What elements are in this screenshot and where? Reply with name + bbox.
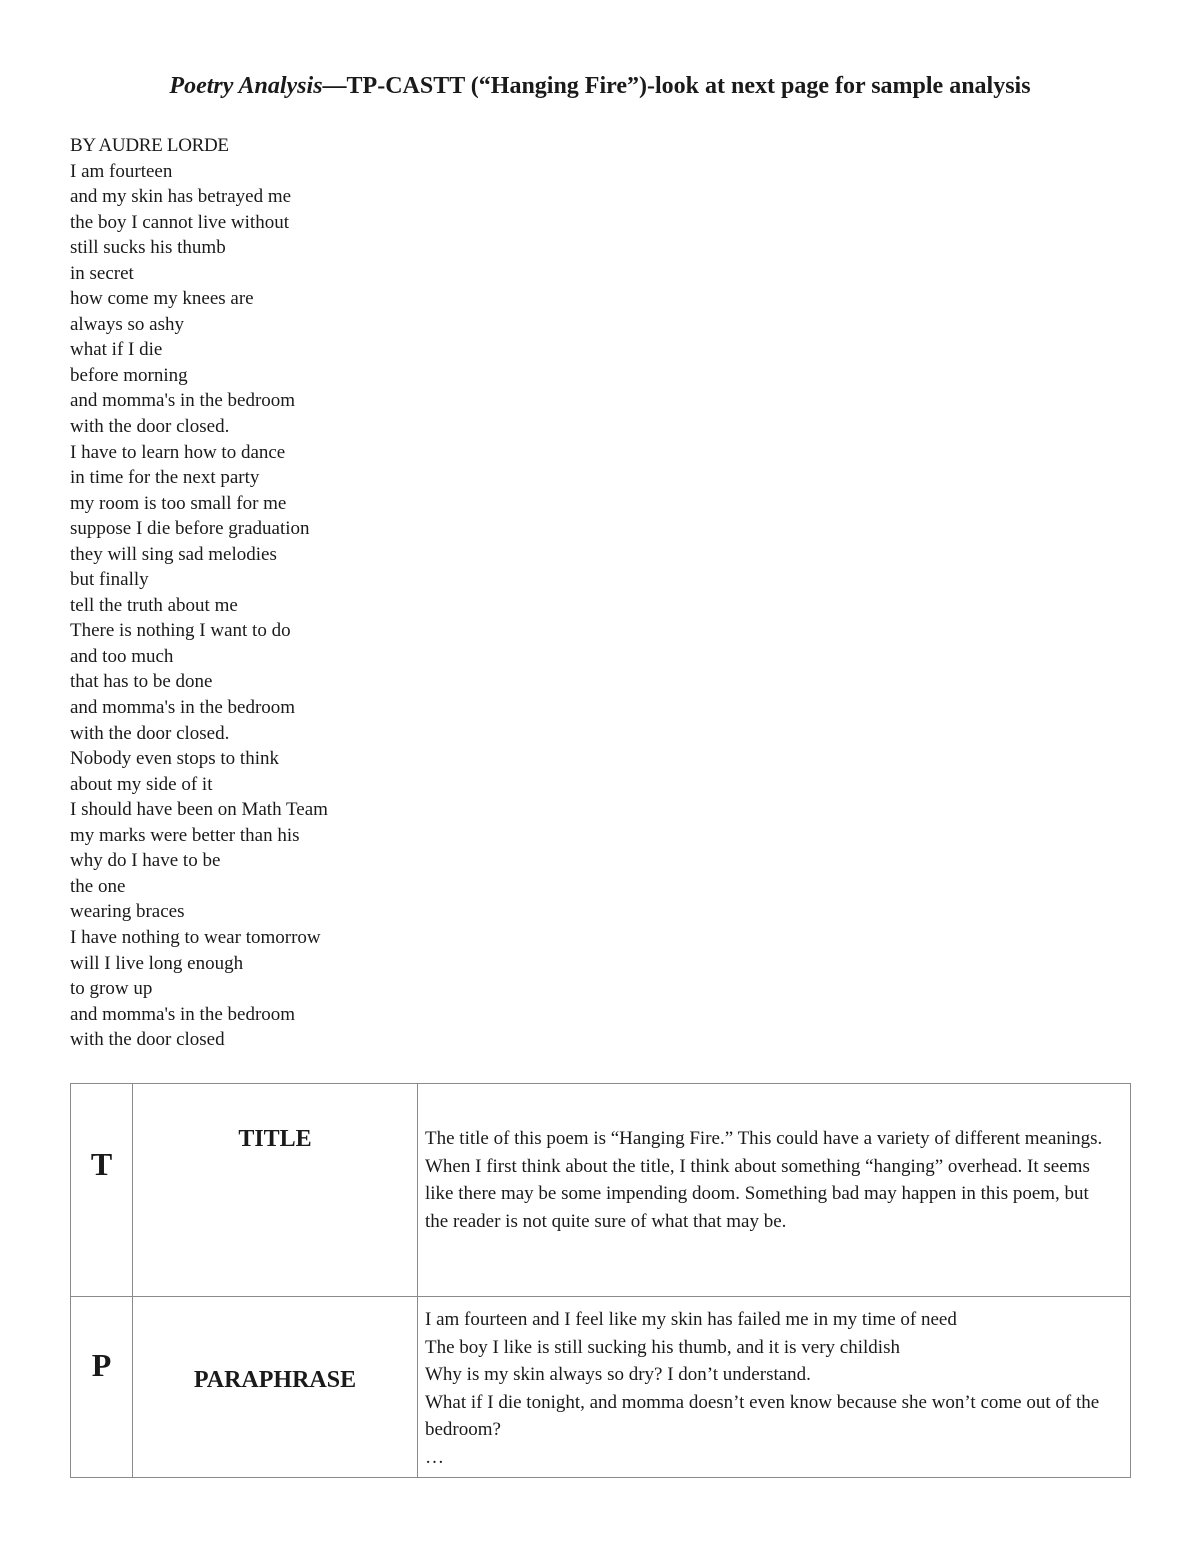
poem-line: There is nothing I want to do (70, 620, 291, 642)
page-title-rest: —TP-CASTT (“Hanging Fire”)-look at next page for sample analysis (322, 73, 1031, 99)
poem-line: but finally (70, 569, 149, 591)
poem-line: the one (70, 875, 126, 897)
letter-cell (71, 1297, 133, 1478)
table-row-paraphrase (71, 1297, 1131, 1478)
letter-cell (71, 1084, 133, 1297)
poem-line: still sucks his thumb (70, 237, 226, 259)
analysis-cell (418, 1297, 1131, 1478)
paraphrase-line: What if I die tonight, and momma doesn’t even know because she won’t come out of the bedroom? (425, 1391, 1100, 1440)
poem-line: why do I have to be (70, 850, 221, 872)
paraphrase-ellipsis: … (425, 1446, 444, 1468)
poem-line: with the door closed. (70, 722, 230, 744)
poem-line: in time for the next party (70, 467, 260, 489)
poem-line: will I live long enough (70, 952, 244, 974)
poem-line: I have to learn how to dance (70, 441, 286, 463)
row-term: TITLE (238, 1126, 312, 1152)
poem-line: and too much (70, 645, 174, 667)
poem-line: in secret (70, 262, 134, 284)
analysis-text: The title of this poem is “Hanging Fire.” This could have a variety of different meanings. When I first think about the title, I think about something “hanging” overhead. It seems like there may be some impending doom. Something bad may happen in this poem, but the reader is not quite sure of what that may be. (425, 1128, 1103, 1232)
poem-line: I have nothing to wear tomorrow (70, 926, 321, 948)
tpcastt-table (70, 1083, 1131, 1478)
paraphrase-line: The boy I like is still sucking his thumb, and it is very childish (425, 1336, 900, 1358)
poem-line: and momma's in the bedroom (70, 390, 296, 412)
table-row-title (71, 1084, 1131, 1297)
poem-line: I am fourteen (70, 160, 173, 182)
poem-line: what if I die (70, 339, 163, 361)
poem-line: my marks were better than his (70, 824, 300, 846)
poem-line: always so ashy (70, 313, 184, 335)
poem-line: wearing braces (70, 901, 185, 923)
paraphrase-line: Why is my skin always so dry? I don’t understand. (425, 1364, 811, 1385)
poem-line: how come my knees are (70, 288, 254, 310)
poem-line: with the door closed. (70, 416, 230, 438)
poem-line: suppose I die before graduation (70, 518, 310, 540)
row-term: PARAPHRASE (193, 1367, 357, 1393)
poem-line: and momma's in the bedroom (70, 697, 296, 719)
page-title (0, 70, 1200, 102)
row-letter: P (91, 1347, 112, 1383)
poem-line: and momma's in the bedroom (70, 1003, 296, 1025)
row-letter: T (90, 1146, 113, 1182)
poem-line: before morning (70, 364, 188, 386)
term-cell (133, 1084, 418, 1297)
poem-line: about my side of it (70, 773, 213, 795)
page-title-italic: Poetry Analysis (169, 73, 323, 99)
poem-line: they will sing sad melodies (70, 543, 277, 565)
poem (70, 133, 670, 1053)
poem-line: the boy I cannot live without (70, 211, 289, 233)
paraphrase-line: I am fourteen and I feel like my skin has failed me in my time of need (425, 1309, 957, 1330)
poem-line: that has to be done (70, 671, 213, 693)
poem-line: Nobody even stops to think (70, 748, 279, 770)
poem-line: tell the truth about me (70, 594, 238, 616)
poem-byline: BY AUDRE LORDE (70, 135, 229, 156)
term-cell (133, 1297, 418, 1478)
analysis-cell (418, 1084, 1131, 1297)
poem-line: with the door closed (70, 1029, 225, 1051)
poem-line: I should have been on Math Team (70, 799, 328, 821)
poem-line: and my skin has betrayed me (70, 186, 292, 208)
poem-line: my room is too small for me (70, 492, 287, 514)
poem-line: to grow up (70, 978, 153, 1000)
